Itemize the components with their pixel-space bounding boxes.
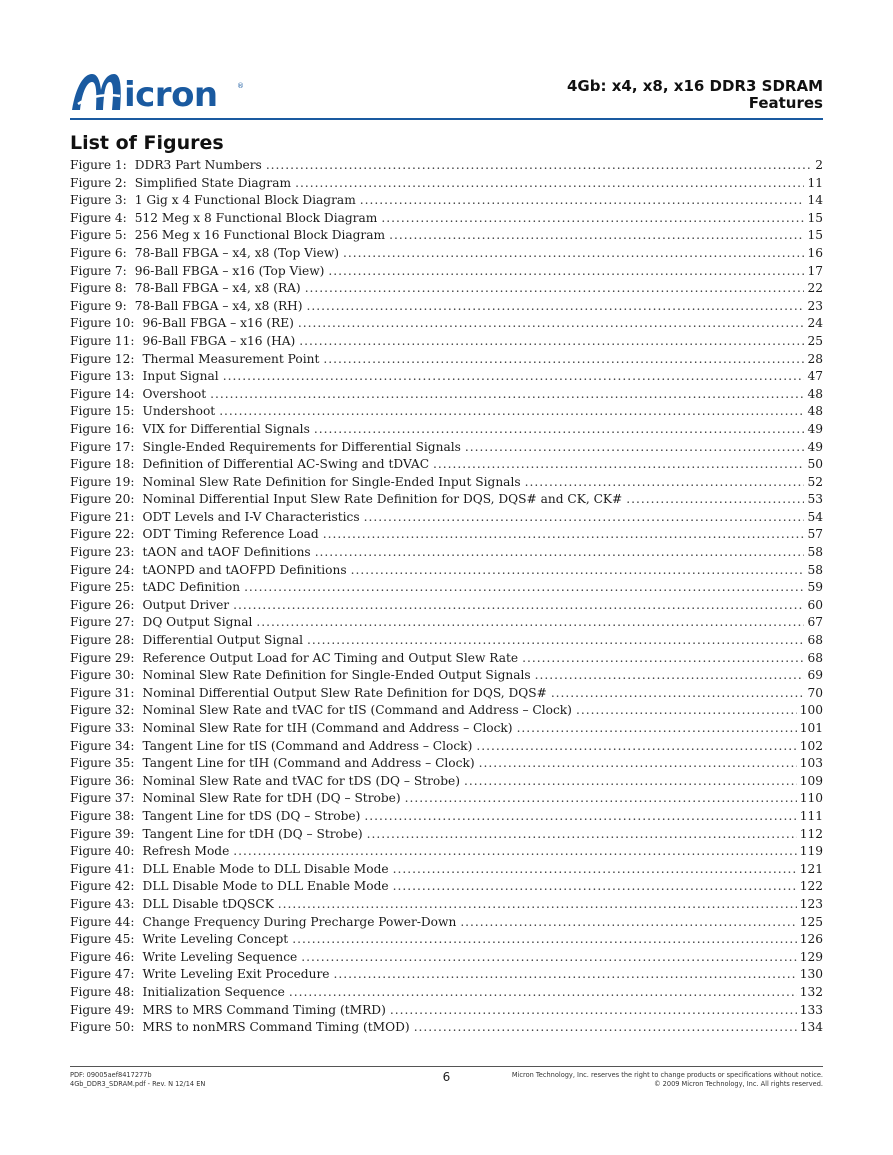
figure-title: 256 Meg x 16 Functional Block Diagram [134,228,386,243]
dot-leader [405,790,797,808]
figure-list-item[interactable] [70,298,823,316]
figure-list-item[interactable] [70,263,823,281]
figure-list-item[interactable] [70,456,823,474]
figure-title: Nominal Differential Input Slew Rate Definition for DQS, DQS# and CK, CK# [142,492,623,507]
dot-leader [244,579,804,597]
figure-number: Figure 16: [70,421,135,436]
dot-leader [522,650,804,668]
figure-page-number: 28 [807,351,823,366]
figure-title: tAONPD and tAOFPD Definitions [142,562,347,577]
figure-list-item[interactable] [70,544,823,562]
figure-page-number: 48 [807,404,823,419]
figure-page-number: 102 [799,738,823,753]
figure-number: Figure 26: [70,597,135,612]
figure-number: Figure 38: [70,808,135,823]
figure-number: Figure 47: [70,967,135,982]
figure-page-number: 49 [807,439,823,454]
figure-list-item[interactable] [70,386,823,404]
figure-number: Figure 9: [70,298,127,313]
figure-page-number: 132 [799,984,823,999]
dot-leader [323,526,805,544]
dot-leader [464,773,797,791]
figure-page-number: 133 [799,1002,823,1017]
figure-number: Figure 24: [70,562,135,577]
figure-page-number: 25 [807,333,823,348]
dot-leader [393,861,797,879]
figure-title: DLL Enable Mode to DLL Disable Mode [142,861,389,876]
figure-number: Figure 49: [70,1002,135,1017]
figure-page-number: 111 [799,808,823,823]
footer-copyright: © 2009 Micron Technology, Inc. All rights reserved. [653,1080,823,1088]
figure-page-number: 59 [807,580,823,595]
figure-list-item[interactable] [70,826,823,844]
figure-title: tAON and tAOF Definitions [142,545,311,560]
figure-title: Tangent Line for tIS (Command and Address – Clock) [142,738,473,753]
figure-title: Input Signal [142,369,219,384]
figure-list-item[interactable] [70,843,823,861]
figure-number: Figure 7: [70,263,127,278]
dot-leader [360,192,805,210]
figure-list-item[interactable] [70,157,823,175]
figure-list-item[interactable] [70,861,823,879]
figure-list-item[interactable] [70,315,823,333]
figure-list-item[interactable] [70,755,823,773]
figure-title: Write Leveling Sequence [142,949,298,964]
figure-number: Figure 22: [70,527,135,542]
figure-number: Figure 21: [70,509,135,524]
figure-list-item[interactable] [70,966,823,984]
figure-page-number: 134 [799,1020,823,1035]
figure-title: Nominal Slew Rate and tVAC for tDS (DQ – Strobe) [142,773,461,788]
figure-page-number: 48 [807,386,823,401]
figure-list-item[interactable] [70,368,823,386]
figure-number: Figure 29: [70,650,135,665]
svg-text:®: ® [237,82,244,90]
header-rule [70,118,823,120]
dot-leader [256,614,804,632]
figure-list-item[interactable] [70,474,823,492]
figure-page-number: 58 [807,562,823,577]
footer-filename: 4Gb_DDR3_SDRAM.pdf - Rev. N 12/14 EN [70,1080,206,1088]
dot-leader [315,544,805,562]
list-of-figures-heading: List of Figures [70,132,224,154]
figure-number: Figure 39: [70,826,135,841]
figure-number: Figure 33: [70,721,135,735]
figure-title: Nominal Differential Output Slew Rate Definition for DQS, DQS# [142,685,547,700]
figure-list-item[interactable] [70,720,823,738]
figure-list-item[interactable] [70,597,823,615]
figure-page-number: 130 [799,967,823,982]
figure-number: Figure 19: [70,474,135,489]
figure-number: Figure 11: [70,333,135,348]
dot-leader [551,685,805,703]
figure-list-item[interactable] [70,914,823,932]
figure-list [70,157,823,1037]
figure-list-item[interactable] [70,614,823,632]
figure-title: 78-Ball FBGA – x4, x8 (Top View) [134,245,340,260]
figure-number: Figure 5: [70,228,127,243]
figure-title: DDR3 Part Numbers [134,158,262,172]
dot-leader [289,984,797,1002]
figure-list-item[interactable] [70,1002,823,1020]
figure-title: Simplified State Diagram [134,175,292,190]
figure-page-number: 123 [799,896,823,911]
figure-list-item[interactable] [70,333,823,351]
figure-list-item[interactable] [70,773,823,791]
dot-leader [328,263,804,281]
dot-leader [390,1002,797,1020]
footer-right [512,1071,823,1089]
figure-page-number: 129 [799,949,823,964]
dot-leader [414,1019,797,1037]
figure-list-item[interactable] [70,439,823,457]
micron-logo [70,66,250,114]
figure-number: Figure 1: [70,158,127,172]
figure-number: Figure 40: [70,844,135,859]
figure-page-number: 47 [807,369,823,384]
figure-list-item[interactable] [70,509,823,527]
dot-leader [381,210,804,228]
figure-list-item[interactable] [70,702,823,720]
dot-leader [576,702,797,720]
page-number: 6 [442,1070,451,1084]
figure-number: Figure 6: [70,245,127,260]
dot-leader [517,720,797,738]
dot-leader [305,280,805,298]
figure-number: Figure 10: [70,316,135,331]
figure-title: Single-Ended Requirements for Differential Signals [142,439,461,454]
figure-list-item[interactable] [70,931,823,949]
figure-list-item[interactable] [70,1019,823,1037]
footer-notice: Micron Technology, Inc. reserves the right to change products or specifications without notice. [511,1071,823,1079]
figure-title: Refresh Mode [142,844,230,859]
dot-leader [476,738,796,756]
footer-pdf-id: PDF: 09005aef8417277b [70,1071,152,1079]
dot-leader [525,474,805,492]
figure-title: MRS to MRS Command Timing (tMRD) [142,1002,386,1017]
figure-list-item[interactable] [70,491,823,509]
dot-leader [298,315,805,333]
figure-number: Figure 45: [70,932,135,947]
figure-list-item[interactable] [70,421,823,439]
figure-list-item[interactable] [70,790,823,808]
dot-leader [299,333,804,351]
figure-page-number: 58 [807,545,823,560]
dot-leader [278,896,797,914]
figure-number: Figure 41: [70,861,135,876]
figure-number: Figure 50: [70,1020,135,1035]
figure-number: Figure 13: [70,369,135,384]
figure-title: Tangent Line for tDS (DQ – Strobe) [142,808,361,823]
figure-page-number: 22 [807,281,823,296]
dot-leader [307,298,805,316]
figure-title: DQ Output Signal [142,615,253,630]
figure-page-number: 121 [799,861,823,876]
figure-page-number: 17 [807,263,823,278]
figure-page-number: 68 [807,650,823,665]
dot-leader [626,491,804,509]
figure-title: MRS to nonMRS Command Timing (tMOD) [142,1020,410,1035]
figure-number: Figure 8: [70,281,127,296]
figure-page-number: 15 [807,210,823,225]
figure-title: Differential Output Signal [142,633,304,648]
dot-leader [460,914,796,932]
figure-number: Figure 36: [70,773,135,788]
figure-title: Tangent Line for tDH (DQ – Strobe) [142,826,363,841]
figure-page-number: 15 [807,228,823,243]
figure-title: 96-Ball FBGA – x16 (RE) [142,316,294,331]
figure-page-number: 119 [799,844,823,859]
figure-page-number: 112 [799,826,823,841]
figure-number: Figure 20: [70,492,135,507]
figure-list-item[interactable] [70,685,823,703]
document-title-line2: Features [748,94,823,112]
figure-list-item[interactable] [70,632,823,650]
dot-leader [292,931,797,949]
figure-title: Thermal Measurement Point [142,351,320,366]
figure-title: tADC Definition [142,580,241,595]
figure-number: Figure 18: [70,457,135,472]
figure-page-number: 110 [799,791,823,806]
dot-leader [389,227,804,245]
figure-number: Figure 2: [70,175,127,190]
figure-title: 96-Ball FBGA – x16 (Top View) [134,263,325,278]
figure-number: Figure 30: [70,668,135,683]
figure-title: Nominal Slew Rate and tVAC for tIS (Command and Address – Clock) [142,703,572,718]
dot-leader [334,966,797,984]
figure-title: DLL Disable Mode to DLL Enable Mode [142,879,389,894]
dot-leader [465,439,805,457]
svg-text:icron: icron [124,75,218,114]
figure-page-number: 69 [807,668,823,683]
dot-leader [210,386,804,404]
figure-page-number: 14 [807,193,823,208]
figure-page-number: 23 [807,298,823,313]
figure-page-number: 52 [807,474,823,489]
figure-number: Figure 27: [70,615,135,630]
figure-title: Write Leveling Concept [142,932,289,947]
figure-title: ODT Levels and I-V Characteristics [142,509,360,524]
figure-list-item[interactable] [70,562,823,580]
figure-title: ODT Timing Reference Load [142,527,319,542]
figure-page-number: 16 [807,245,823,260]
figure-title: Change Frequency During Precharge Power-Down [142,914,457,929]
figure-list-item[interactable] [70,896,823,914]
dot-leader [223,368,805,386]
document-title-line1: 4Gb: x4, x8, x16 DDR3 SDRAM [567,77,823,95]
figure-title: Nominal Slew Rate for tDH (DQ – Strobe) [142,791,401,806]
dot-leader [393,878,797,896]
figure-title: Output Driver [142,597,230,612]
dot-leader [367,826,797,844]
figure-page-number: 11 [807,175,823,190]
dot-leader [364,808,796,826]
dot-leader [266,157,812,175]
figure-title: Nominal Slew Rate Definition for Single-Ended Input Signals [142,474,521,489]
figure-list-item[interactable] [70,808,823,826]
figure-list-item[interactable] [70,738,823,756]
figure-number: Figure 44: [70,914,135,929]
figure-list-item[interactable] [70,526,823,544]
figure-page-number: 60 [807,597,823,612]
figure-page-number: 54 [807,509,823,524]
figure-number: Figure 12: [70,351,135,366]
dot-leader [479,755,797,773]
dot-leader [535,667,805,685]
figure-title: Nominal Slew Rate for tIH (Command and Address – Clock) [142,721,513,735]
footer-rule [70,1066,823,1067]
figure-page-number: 49 [807,421,823,436]
dot-leader [219,403,804,421]
figure-number: Figure 32: [70,703,135,718]
dot-leader [364,509,805,527]
dot-leader [307,632,804,650]
figure-number: Figure 25: [70,580,135,595]
figure-list-item[interactable] [70,351,823,369]
figure-title: Overshoot [142,386,207,401]
figure-title: 512 Meg x 8 Functional Block Diagram [134,210,378,225]
figure-number: Figure 28: [70,633,135,648]
figure-title: 1 Gig x 4 Functional Block Diagram [134,193,356,208]
figure-number: Figure 42: [70,879,135,894]
dot-leader [433,456,804,474]
figure-number: Figure 17: [70,439,135,454]
figure-page-number: 109 [799,773,823,788]
figure-page-number: 122 [799,879,823,894]
figure-number: Figure 3: [70,193,127,208]
figure-page-number: 125 [799,914,823,929]
figure-number: Figure 14: [70,386,135,401]
figure-list-item[interactable] [70,280,823,298]
figure-list-item[interactable] [70,667,823,685]
figure-list-item[interactable] [70,949,823,967]
dot-leader [233,843,796,861]
figure-number: Figure 48: [70,984,135,999]
figure-page-number: 103 [799,756,823,771]
figure-list-item[interactable] [70,175,823,193]
figure-number: Figure 43: [70,896,135,911]
figure-list-item[interactable] [70,245,823,263]
figure-title: VIX for Differential Signals [142,421,310,436]
figure-page-number: 57 [807,527,823,542]
figure-title: Reference Output Load for AC Timing and Output Slew Rate [142,650,519,665]
figure-page-number: 2 [815,158,823,172]
figure-list-item[interactable] [70,403,823,421]
figure-number: Figure 4: [70,210,127,225]
dot-leader [314,421,805,439]
document-title [567,78,823,112]
figure-list-item[interactable] [70,878,823,896]
figure-title: 78-Ball FBGA – x4, x8 (RA) [134,281,301,296]
dot-leader [351,562,805,580]
figure-title: Tangent Line for tIH (Command and Address – Clock) [142,756,475,771]
figure-title: 96-Ball FBGA – x16 (HA) [142,333,296,348]
figure-number: Figure 35: [70,756,135,771]
figure-list-item[interactable] [70,192,823,210]
figure-title: Undershoot [142,404,216,419]
figure-list-item[interactable] [70,650,823,668]
figure-number: Figure 31: [70,685,135,700]
figure-number: Figure 23: [70,545,135,560]
figure-number: Figure 46: [70,949,135,964]
figure-list-item[interactable] [70,579,823,597]
figure-page-number: 70 [807,685,823,700]
figure-page-number: 100 [799,703,823,718]
figure-number: Figure 37: [70,791,135,806]
figure-page-number: 67 [807,615,823,630]
figure-page-number: 68 [807,633,823,648]
dot-leader [343,245,804,263]
dot-leader [323,351,804,369]
figure-title: Definition of Differential AC-Swing and tDVAC [142,457,430,472]
dot-leader [295,175,804,193]
dot-leader [233,597,804,615]
figure-list-item[interactable] [70,984,823,1002]
figure-title: Write Leveling Exit Procedure [142,967,330,982]
figure-title: Initialization Sequence [142,984,285,999]
figure-number: Figure 15: [70,404,135,419]
figure-page-number: 126 [799,932,823,947]
figure-title: Nominal Slew Rate Definition for Single-Ended Output Signals [142,668,531,683]
dot-leader [301,949,796,967]
figure-page-number: 24 [807,316,823,331]
figure-title: 78-Ball FBGA – x4, x8 (RH) [134,298,303,313]
figure-page-number: 50 [807,457,823,472]
figure-number: Figure 34: [70,738,135,753]
figure-title: DLL Disable tDQSCK [142,896,274,911]
figure-page-number: 101 [799,721,823,735]
figure-list-item[interactable] [70,210,823,228]
figure-page-number: 53 [807,492,823,507]
figure-list-item[interactable] [70,227,823,245]
